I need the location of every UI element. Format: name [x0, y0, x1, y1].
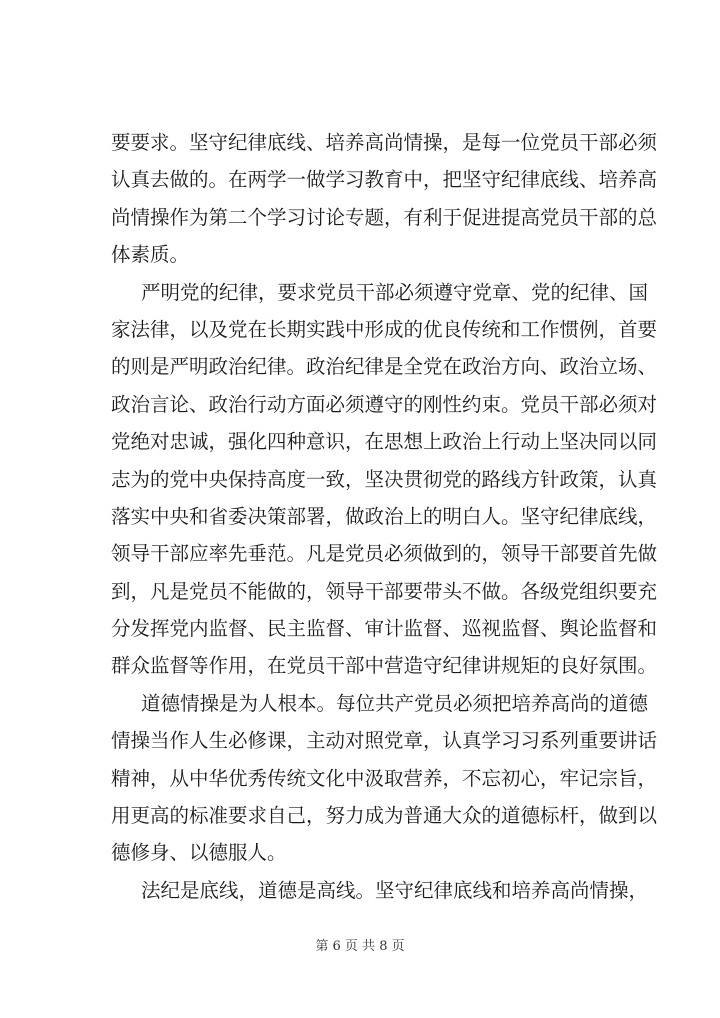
text-line: 要要求。坚守纪律底线、培养高尚情操，是每一位党员干部必须 — [111, 131, 658, 154]
text-line: 法纪是底线，道德是高线。坚守纪律底线和培养高尚情操， — [141, 878, 649, 902]
text-line: 政治言论、政治行动方面必须遵守的刚性约束。党员干部必须对 — [111, 392, 658, 416]
text-line: 到，凡是党员不能做的，领导干部要带头不做。各级党组织要充 — [111, 579, 658, 603]
paragraph-3 — [111, 685, 658, 872]
text-line: 的则是严明政治纪律。政治纪律是全党在政治方向、政治立场、 — [111, 355, 658, 379]
text-line: 情操当作人生必修课，主动对照党章，认真学习习系列重要讲话 — [111, 729, 658, 753]
text-line: 认真去做的。在两学一做学习教育中，把坚守纪律底线、培养高 — [111, 168, 658, 192]
text-line: 群众监督等作用，在党员干部中营造守纪律讲规矩的良好氛围。 — [111, 654, 658, 678]
text-line: 分发挥党内监督、民主监督、审计监督、巡视监督、舆论监督和 — [111, 617, 658, 641]
page-number-footer: 第 6 页 共 8 页 — [315, 939, 405, 954]
text-line: 严明党的纪律，要求党员干部必须遵守党章、党的纪律、国 — [141, 280, 649, 304]
text-line: 道德情操是为人根本。每位共产党员必须把培养高尚的道德 — [141, 691, 649, 715]
text-line: 精神，从中华优秀传统文化中汲取营养，不忘初心，牢记宗旨， — [111, 766, 658, 790]
paragraph-2 — [111, 274, 658, 685]
text-line: 用更高的标准要求自己，努力成为普通大众的道德标杆，做到以 — [111, 804, 658, 828]
text-line: 领导干部应率先垂范。凡是党员必须做到的，领导干部要首先做 — [111, 542, 658, 566]
paragraph-1 — [111, 124, 658, 274]
text-line: 志为的党中央保持高度一致，坚决贯彻党的路线方针政策，认真 — [111, 467, 658, 491]
paragraph-4 — [111, 872, 649, 909]
text-line: 家法律，以及党在长期实践中形成的优良传统和工作惯例，首要 — [111, 317, 658, 341]
text-line: 体素质。 — [111, 243, 190, 267]
text-line: 德修身、以德服人。 — [111, 841, 287, 865]
text-line: 落实中央和省委决策部署，做政治上的明白人。坚守纪律底线， — [111, 504, 658, 528]
body-text — [111, 124, 658, 909]
text-line: 党绝对忠诚，强化四种意识，在思想上政治上行动上坚决同以同 — [111, 430, 658, 454]
text-line: 尚情操作为第二个学习讨论专题，有利于促进提高党员干部的总 — [111, 205, 658, 229]
